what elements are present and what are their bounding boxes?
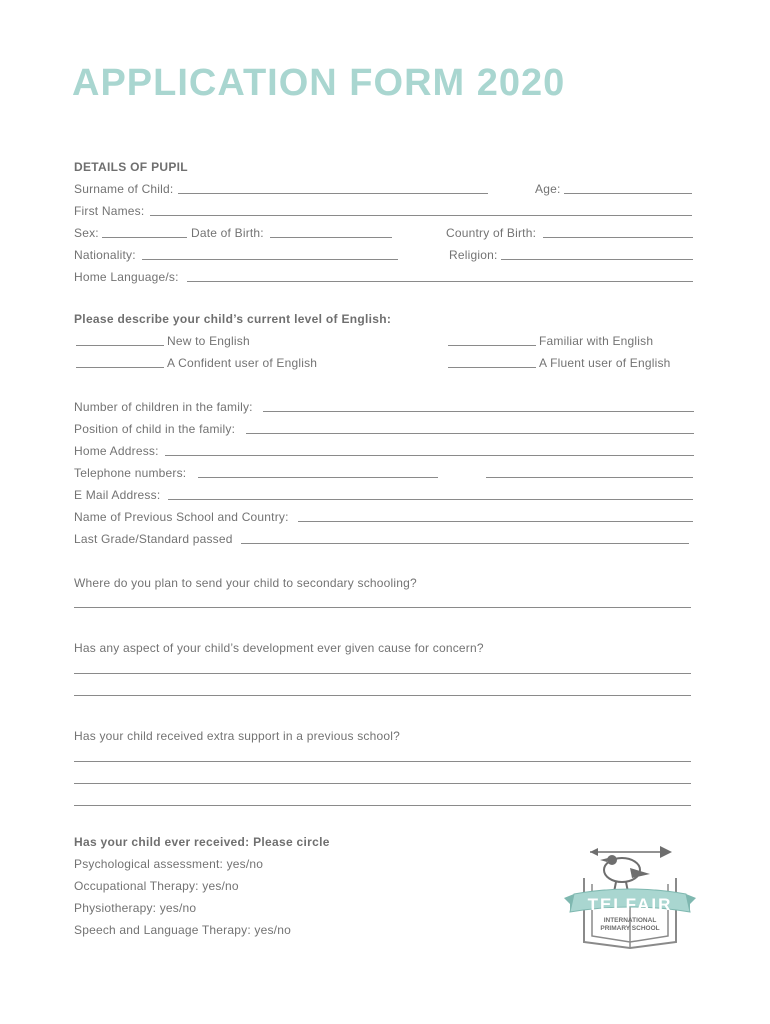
position-label: Position of child in the family: (74, 422, 236, 436)
dob-field[interactable] (270, 237, 392, 238)
logo-line1: INTERNATIONAL (603, 917, 657, 924)
email-label: E Mail Address: (74, 488, 161, 502)
address-field[interactable] (165, 455, 694, 456)
home-language-field[interactable] (187, 281, 693, 282)
home-language-label: Home Language/s: (74, 270, 179, 284)
address-label: Home Address: (74, 444, 159, 458)
telephone-field-1[interactable] (198, 477, 438, 478)
new-to-english-label: New to English (167, 334, 250, 348)
country-birth-label: Country of Birth: (446, 226, 537, 240)
received-heading: Has your child ever received: Please circle (74, 835, 330, 849)
development-answer-line[interactable] (74, 695, 691, 696)
speech-item: Speech and Language Therapy: yes/no (74, 923, 291, 937)
development-question: Has any aspect of your child’s development ever given cause for concern? (74, 641, 484, 655)
prev-school-field[interactable] (298, 521, 693, 522)
development-answer-line[interactable] (74, 673, 691, 674)
dob-label: Date of Birth: (191, 226, 264, 240)
english-heading: Please describe your child’s current level of English: (74, 312, 392, 326)
sex-label: Sex: (74, 226, 99, 240)
details-heading: DETAILS OF PUPIL (74, 160, 188, 174)
new-to-english-field[interactable] (76, 345, 164, 346)
nationality-field[interactable] (142, 259, 398, 260)
ot-item: Occupational Therapy: yes/no (74, 879, 239, 893)
surname-label: Surname of Child: (74, 182, 174, 196)
position-field[interactable] (246, 433, 694, 434)
page-title: APPLICATION FORM 2020 (72, 62, 566, 104)
nationality-label: Nationality: (74, 248, 136, 262)
prev-school-label: Name of Previous School and Country: (74, 510, 289, 524)
school-logo (560, 838, 700, 959)
age-field[interactable] (564, 193, 692, 194)
num-children-label: Number of children in the family: (74, 400, 253, 414)
religion-label: Religion: (449, 248, 498, 262)
fluent-english-field[interactable] (448, 367, 536, 368)
fluent-english-label: A Fluent user of English (539, 356, 671, 370)
familiar-english-label: Familiar with English (539, 334, 654, 348)
confident-english-label: A Confident user of English (167, 356, 318, 370)
secondary-question: Where do you plan to send your child to secondary schooling? (74, 576, 417, 590)
religion-field[interactable] (501, 259, 693, 260)
telephone-field-2[interactable] (486, 477, 693, 478)
psych-item: Psychological assessment: yes/no (74, 857, 264, 871)
confident-english-field[interactable] (76, 367, 164, 368)
surname-field[interactable] (178, 193, 488, 194)
logo-line2: PRIMARY SCHOOL (600, 925, 660, 932)
telephone-label: Telephone numbers: (74, 466, 187, 480)
last-grade-field[interactable] (241, 543, 689, 544)
age-label: Age: (535, 182, 561, 196)
support-answer-line[interactable] (74, 761, 691, 762)
physio-item: Physiotherapy: yes/no (74, 901, 197, 915)
support-question: Has your child received extra support in a previous school? (74, 729, 400, 743)
num-children-field[interactable] (263, 411, 694, 412)
sex-field[interactable] (102, 237, 187, 238)
familiar-english-field[interactable] (448, 345, 536, 346)
support-answer-line[interactable] (74, 805, 691, 806)
email-field[interactable] (168, 499, 693, 500)
first-names-label: First Names: (74, 204, 145, 218)
first-names-field[interactable] (150, 215, 692, 216)
logo-name: TELFAIR (587, 895, 673, 914)
country-birth-field[interactable] (543, 237, 693, 238)
support-answer-line[interactable] (74, 783, 691, 784)
last-grade-label: Last Grade/Standard passed (74, 532, 233, 546)
secondary-answer-line[interactable] (74, 607, 691, 608)
